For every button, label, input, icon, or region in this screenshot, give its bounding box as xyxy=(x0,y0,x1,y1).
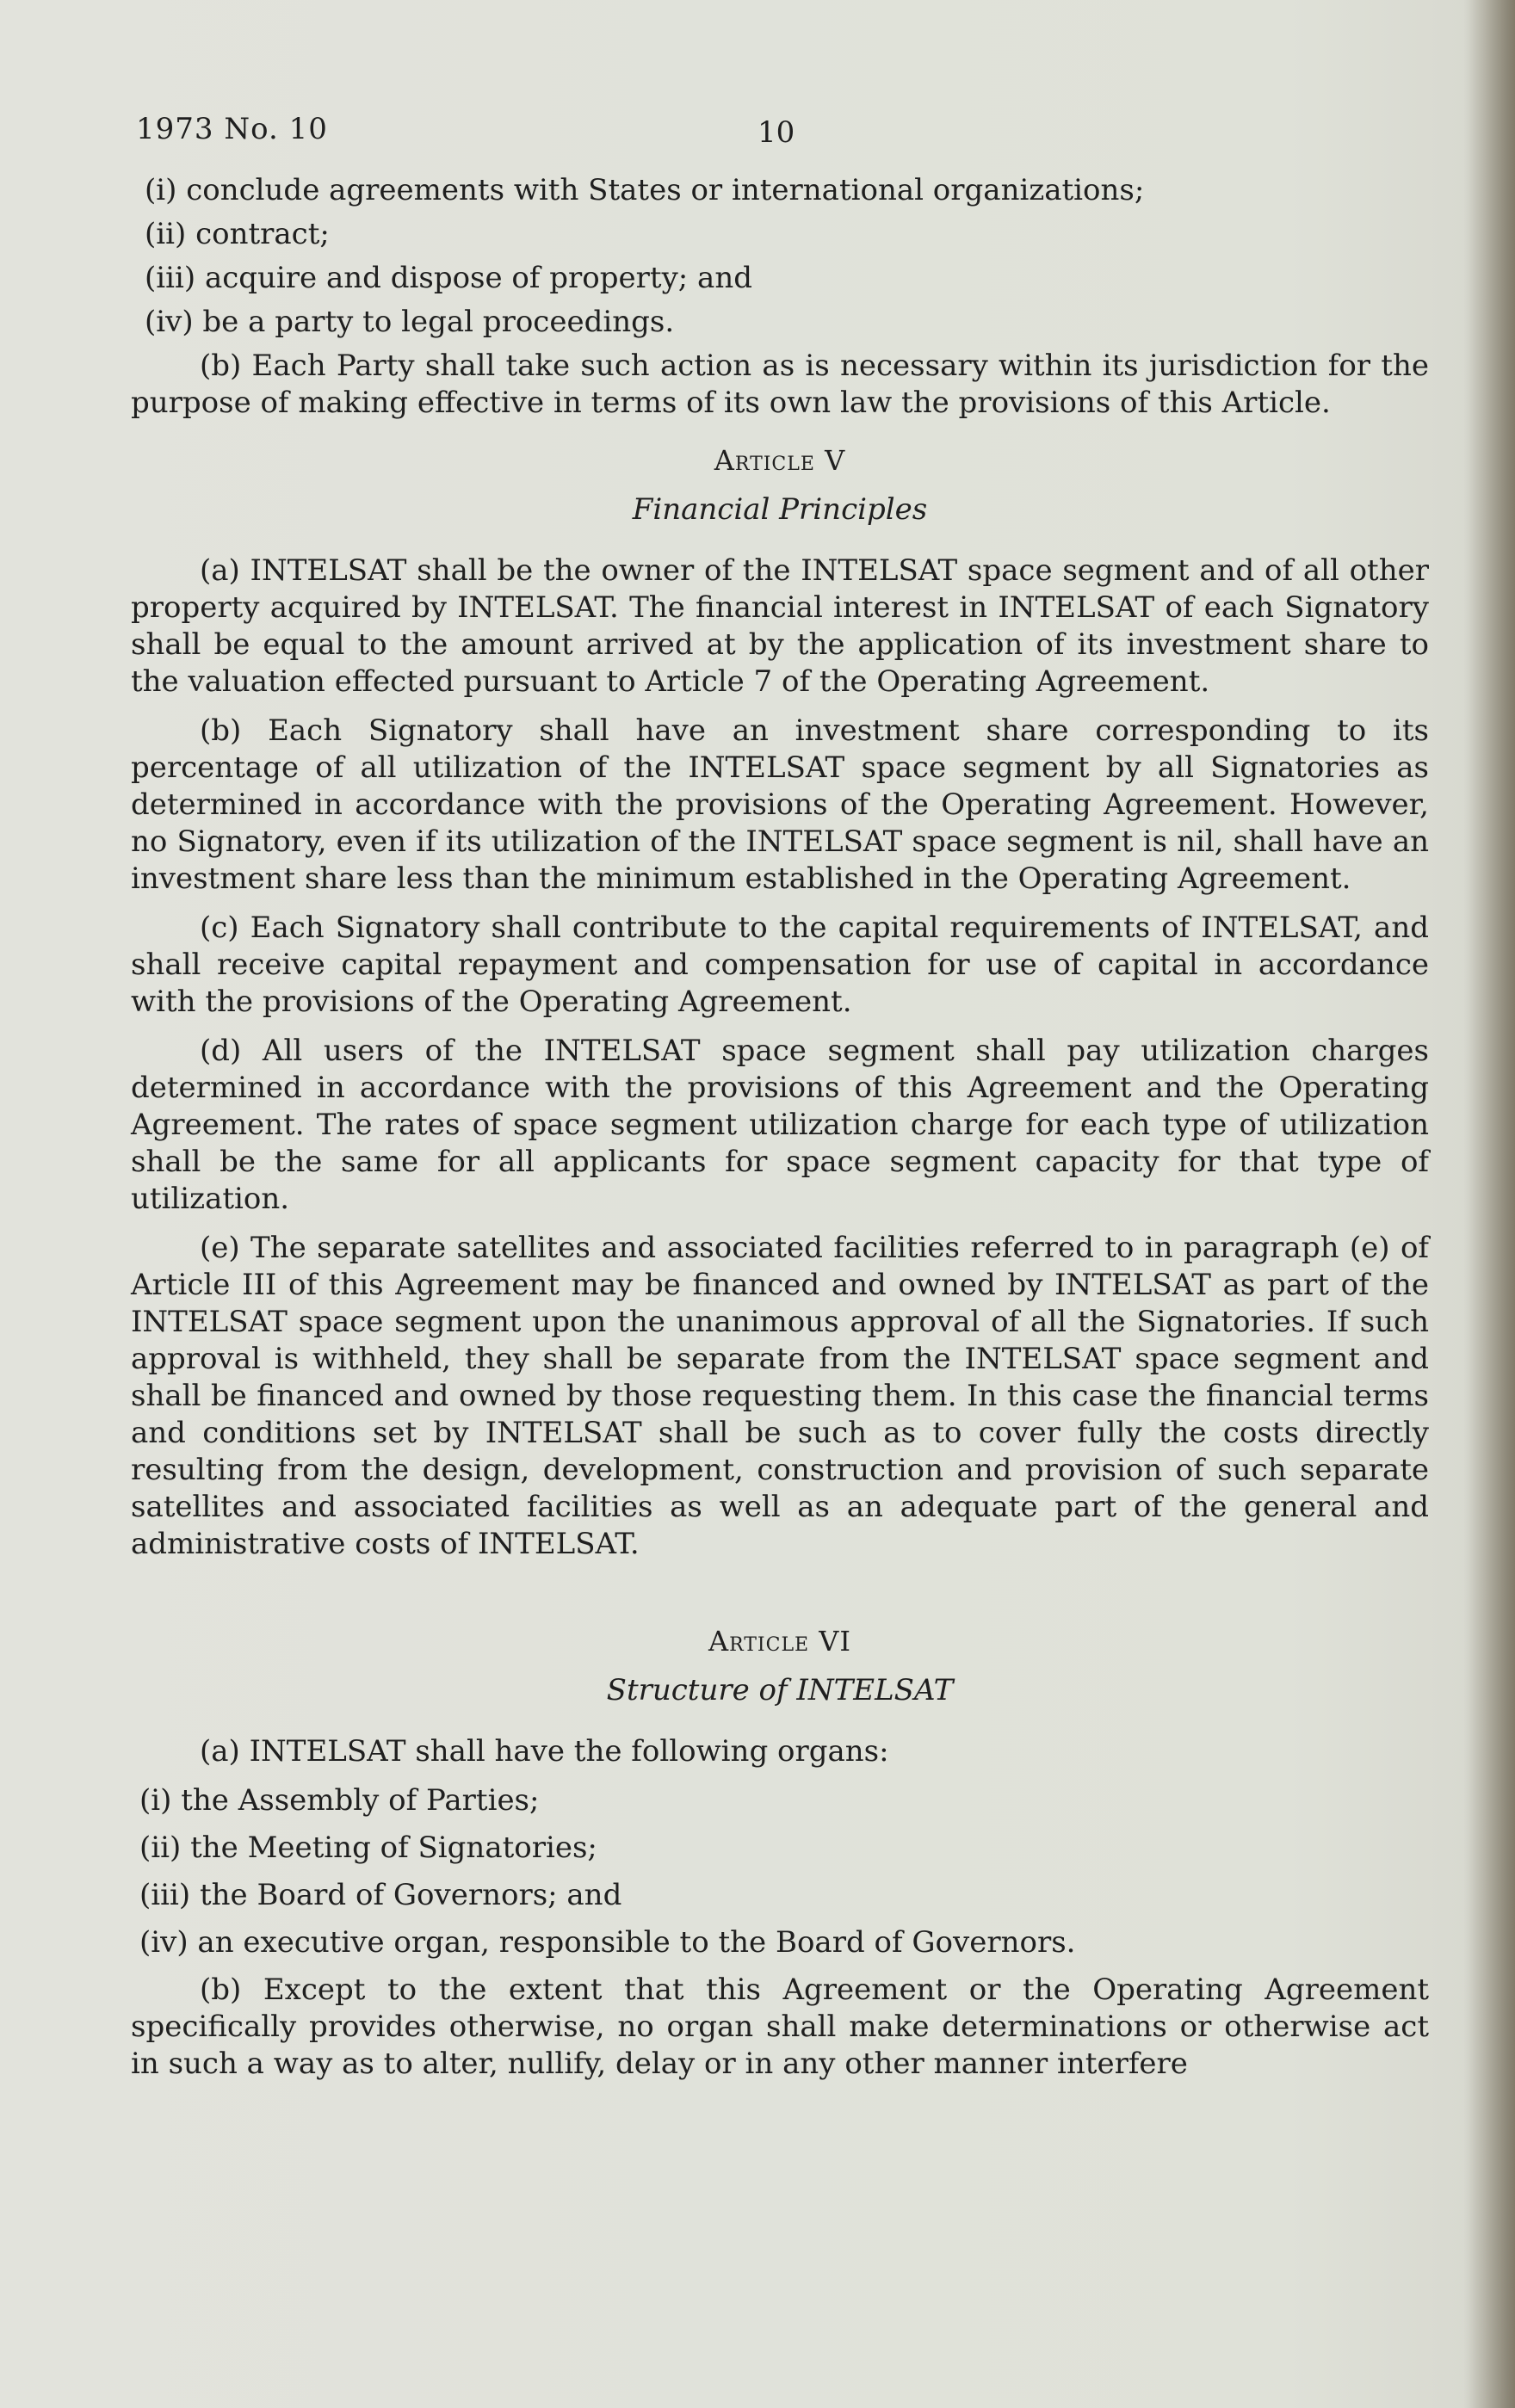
article-v-subtitle: Financial Principles xyxy=(632,492,928,527)
article-v-paragraph-b: (b) Each Signatory shall have an investment share corresponding to its percentage of all utilization of the INTELSAT space segment by all Signatories as determined in accordance with the provisions of the Operating Agreement. However, no Signatory, even if its utilization of the INTELSAT space segment is nil, shall have an investment share less than the minimum established in the Operating Agreement. xyxy=(131,713,1429,896)
list-item: (ii) the Meeting of Signatories; xyxy=(139,1831,597,1865)
article-vi-heading: Article VI xyxy=(708,1625,852,1658)
article-v-paragraph-d: (d) All users of the INTELSAT space segment shall pay utilization charges determined in accordance with the provisions of this Agreement and the Operating Agreement. The rates of space segment utilization charge for each type of utilization shall be the same for all applicants for space segment capacity for that type of utilization. xyxy=(131,1034,1429,1216)
capacity-list xyxy=(131,172,1429,341)
article-v-paragraph-e: (e) The separate satellites and associated facilities referred to in paragraph (e) of Article III of this Agreement may be financed and owned by INTELSAT as part of the INTELSAT space segment upon the unanimous approval of all the Signatories. If such approval is withheld, they shall be separate from the INTELSAT space segment and shall be financed and owned by those requesting them. In this case the financial terms and conditions set by INTELSAT shall be such as to cover fully the costs directly resulting from the design, development, construction and provision of such separate satellites and associated facilities as well as an adequate part of the general and administrative costs of INTELSAT. xyxy=(131,1231,1429,1561)
article-vi-section xyxy=(131,1625,1429,2083)
paragraph-b-jurisdiction: (b) Each Party shall take such action as is necessary within its jurisdiction for the purpose of making effective in terms of its own law the provisions of this Article. xyxy=(131,349,1429,420)
article-vi-paragraph-a: (a) INTELSAT shall have the following organs: xyxy=(200,1734,889,1769)
page-header xyxy=(131,103,1429,172)
list-item: (iii) the Board of Governors; and xyxy=(139,1878,622,1912)
article-v-section xyxy=(131,444,1429,1563)
year-number-label: 1973 No. 10 xyxy=(136,112,328,146)
page-content xyxy=(131,103,1429,2095)
article-vi-paragraph-b: (b) Except to the extent that this Agreement or the Operating Agreement specifically provides otherwise, no organ shall make determinations or otherwise act in such a way as to alter, nullify, delay or in any other manner interfere xyxy=(131,1973,1429,2081)
list-item: (iii) acquire and dispose of property; and xyxy=(145,261,752,295)
list-item: (ii) contract; xyxy=(145,217,330,251)
list-item: (iv) be a party to legal proceedings. xyxy=(145,305,675,339)
organs-list xyxy=(131,1782,1429,1961)
article-v-heading: Article V xyxy=(714,444,846,477)
list-item: (iv) an executive organ, responsible to the Board of Governors. xyxy=(139,1925,1076,1960)
article-v-paragraph-a: (a) INTELSAT shall be the owner of the INTELSAT space segment and of all other property acquired by INTELSAT. The financial interest in INTELSAT of each Signatory shall be equal to the amount arrived at by the application of its investment share to the valuation effected pursuant to Article 7 of the Operating Agreement. xyxy=(131,553,1429,699)
list-item: (i) conclude agreements with States or international organizations; xyxy=(145,173,1145,207)
article-v-paragraph-c: (c) Each Signatory shall contribute to the capital requirements of INTELSAT, and shall receive capital repayment and compensation for use of capital in accordance with the provisions of the Operating Agreement. xyxy=(131,911,1429,1019)
page-number: 10 xyxy=(758,115,795,150)
list-item: (i) the Assembly of Parties; xyxy=(139,1783,540,1818)
book-spine-shadow xyxy=(1463,0,1515,2408)
article-vi-subtitle: Structure of INTELSAT xyxy=(606,1673,954,1707)
